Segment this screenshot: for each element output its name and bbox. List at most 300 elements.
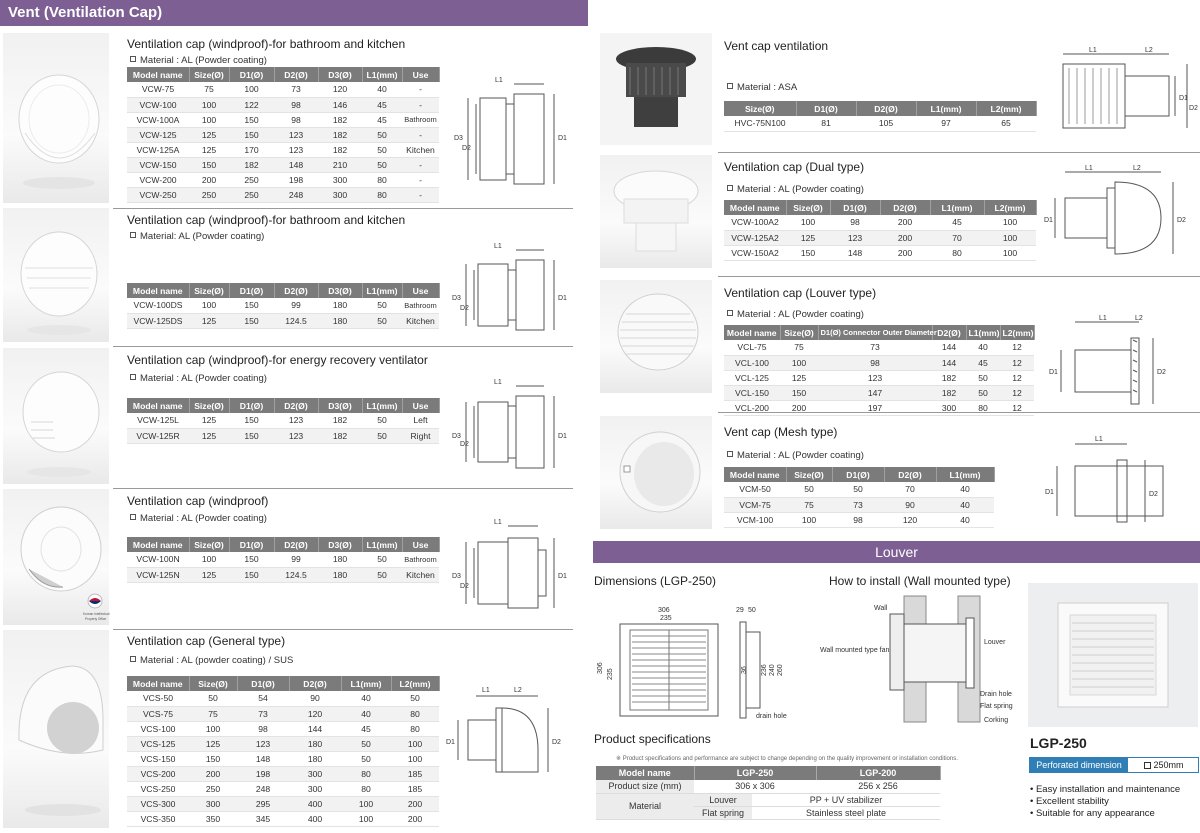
table-cell: VCW-100DS [127, 298, 189, 313]
table-cell: VCW-250 [127, 187, 189, 202]
spec-col-lgp250: LGP-250 [694, 766, 816, 780]
dual-table: Model name Size(Ø) D1(Ø) D2(Ø) L1(mm) L2(mm) VCW-100A2 100 98 200 45 100 VCW-125A2 125 123 200 70 100 VCW-150A2 150 148 200 80 100 [724, 200, 1037, 261]
table-cell: 200 [189, 766, 237, 781]
product-photo-vcs [3, 630, 109, 828]
table-row [724, 245, 1036, 260]
table-cell: VCW-150A2 [724, 245, 786, 260]
table-row [127, 157, 439, 172]
table-cell: VCW-125A2 [724, 230, 786, 245]
table-cell: 98 [237, 721, 289, 736]
table-cell: 182 [932, 370, 966, 385]
table-row [724, 497, 994, 512]
table-cell: 50 [362, 127, 402, 142]
dual-rows [724, 215, 1036, 260]
table-cell: 73 [237, 706, 289, 721]
svg-text:240: 240 [769, 664, 776, 676]
svg-text:D1: D1 [1049, 369, 1058, 376]
vcw1-title: Ventilation cap (windproof)-for bathroom and kitchen [127, 37, 406, 51]
table-cell: 75 [189, 706, 237, 721]
table-cell: Left [402, 413, 439, 428]
table-cell: 73 [274, 82, 318, 97]
spec-col-lgp200: LGP-200 [816, 766, 940, 780]
hvc-dimension-drawing [1055, 46, 1198, 146]
table-cell: 295 [237, 796, 289, 811]
col-header: Model name [127, 67, 189, 82]
kipo-label-line2: Property Office [85, 617, 107, 621]
dual-dimension-drawing [1045, 162, 1195, 274]
table-cell: 200 [880, 215, 930, 230]
table-row [724, 116, 1036, 131]
table-cell: 100 [780, 355, 818, 370]
table-cell: 100 [984, 215, 1036, 230]
table-cell: 150 [189, 751, 237, 766]
table-cell: 45 [362, 112, 402, 127]
vcw4-table: Model name Size(Ø) D1(Ø) D2(Ø) D3(Ø) L1(mm) Use VCW-100N 100 150 99 180 50 Bathroom VCW-125N 125 150 124.5 180 50 Kitchen [127, 537, 440, 583]
table-cell: 200 [780, 400, 818, 415]
perforated-dimension-badge [1029, 757, 1199, 773]
table-cell: 182 [318, 142, 362, 157]
product-spec-table: Model name LGP-250 LGP-200 Product size (mm) 306 x 306 256 x 256 Material Louver PP + UV stabilizer Flat spring Stainless steel plate [596, 766, 941, 820]
table-cell: - [402, 157, 439, 172]
svg-text:D1: D1 [1045, 489, 1054, 496]
table-cell: 90 [884, 497, 936, 512]
section-header-title: Vent (Ventilation Cap) [8, 4, 163, 21]
table-cell: 197 [818, 400, 932, 415]
table-cell: 80 [391, 721, 439, 736]
table-cell: 99 [274, 298, 318, 313]
dimensions-title: Dimensions (LGP-250) [594, 574, 717, 588]
svg-text:D1: D1 [446, 739, 455, 746]
table-cell: 80 [930, 245, 984, 260]
feature-list [1030, 784, 1180, 820]
table-cell: Right [402, 428, 439, 443]
vent-cap-image [3, 33, 109, 203]
table-cell: 45 [930, 215, 984, 230]
table-cell: 12 [1000, 370, 1034, 385]
table-header-row: Model name Size(Ø) D1(Ø) D2(Ø) D3(Ø) L1(mm) Use [127, 67, 439, 82]
vcw3-rows [127, 413, 439, 443]
hvc-title: Vent cap ventilation [724, 39, 829, 53]
table-cell: 100 [984, 245, 1036, 260]
table-cell: 170 [229, 142, 274, 157]
svg-text:D2: D2 [1189, 105, 1198, 112]
table-cell: Bathroom [402, 552, 439, 567]
svg-text:L1: L1 [494, 519, 502, 526]
install-title: How to install (Wall mounted type) [829, 574, 1011, 588]
table-cell: 45 [966, 355, 1000, 370]
table-cell: 100 [391, 736, 439, 751]
table-row [127, 552, 439, 567]
dim-d1: D1 [558, 135, 567, 142]
svg-text:D2: D2 [460, 441, 469, 448]
table-cell: VCM-50 [724, 482, 786, 497]
table-cell: 100 [189, 552, 229, 567]
svg-text:235: 235 [660, 615, 672, 622]
vent-cap-image [3, 208, 109, 342]
kipo-label-line1: Korean Intellectual [83, 612, 110, 616]
svg-text:D2: D2 [1149, 491, 1158, 498]
vent-cap-image [600, 280, 712, 393]
table-cell: VCW-100 [127, 97, 189, 112]
table-cell: 147 [818, 385, 932, 400]
table-row [127, 187, 439, 202]
table-cell: 50 [362, 413, 402, 428]
dual-title: Ventilation cap (Dual type) [724, 160, 865, 174]
vcs-rows [127, 691, 439, 826]
vent-cap-image [3, 489, 109, 625]
table-cell: - [402, 82, 439, 97]
table-cell: 50 [966, 385, 1000, 400]
svg-text:L1: L1 [1085, 165, 1093, 172]
table-cell: 182 [318, 112, 362, 127]
table-cell: 250 [189, 187, 229, 202]
lgp-dimension-drawing [594, 598, 819, 723]
table-row [724, 385, 1034, 400]
vcw1-dimension-drawing [448, 70, 573, 200]
table-cell: 144 [289, 721, 341, 736]
table-row [724, 340, 1034, 355]
svg-text:L1: L1 [482, 687, 490, 694]
svg-text:L2: L2 [1135, 315, 1143, 322]
table-cell: VCW-125N [127, 567, 189, 582]
table-cell: 198 [237, 766, 289, 781]
vcw2-dimension-drawing [448, 238, 573, 340]
table-cell: VCW-125DS [127, 313, 189, 328]
table-cell: 350 [189, 811, 237, 826]
table-cell: 125 [786, 230, 830, 245]
table-cell: 80 [341, 766, 391, 781]
table-cell: 150 [229, 567, 274, 582]
table-cell: 50 [341, 736, 391, 751]
table-cell: Kitchen [402, 142, 439, 157]
vcw1-material: Material : AL (Powder coating) [130, 55, 267, 66]
table-cell: VCL-125 [724, 370, 780, 385]
table-cell: 80 [391, 706, 439, 721]
table-cell: VCW-125A [127, 142, 189, 157]
vcw1-table [127, 67, 440, 203]
vent-cap-image [3, 630, 109, 828]
svg-text:L1: L1 [1089, 47, 1097, 54]
table-cell: 123 [274, 142, 318, 157]
table-cell: 123 [830, 230, 880, 245]
svg-text:235: 235 [607, 668, 614, 680]
table-cell: 148 [274, 157, 318, 172]
divider [718, 152, 1200, 153]
table-cell: 150 [229, 428, 274, 443]
product-photo-lgp-250 [1028, 583, 1198, 727]
table-cell: VCW-125R [127, 428, 189, 443]
table-row [724, 230, 1036, 245]
louver-section-title: Louver [875, 544, 918, 560]
mesh-title: Vent cap (Mesh type) [724, 425, 838, 439]
corking-label: Corking [984, 717, 1009, 724]
vcw2-material: Material: AL (Powder coating) [130, 231, 264, 242]
table-cell: 125 [189, 413, 229, 428]
table-cell: 100 [786, 215, 830, 230]
vcs-dimension-drawing [448, 680, 573, 795]
table-cell: 300 [289, 781, 341, 796]
table-cell: HVC-75N100 [724, 116, 796, 131]
vcs-material: Material : AL (powder coating) / SUS [130, 655, 293, 666]
table-cell: 73 [832, 497, 884, 512]
svg-text:D3: D3 [452, 433, 461, 440]
table-cell: 99 [274, 552, 318, 567]
dim-l1: L1 [495, 77, 503, 84]
table-cell: 248 [237, 781, 289, 796]
svg-text:50: 50 [748, 607, 756, 614]
vent-cap-image [600, 33, 712, 145]
table-cell: 70 [930, 230, 984, 245]
table-cell: VCM-75 [724, 497, 786, 512]
table-cell: 120 [289, 706, 341, 721]
table-cell: VCW-125 [127, 127, 189, 142]
table-cell: VCW-150 [127, 157, 189, 172]
table-cell: 125 [780, 370, 818, 385]
table-cell: VCW-75 [127, 82, 189, 97]
feature-item: • Excellent stability [1030, 796, 1109, 807]
divider [718, 276, 1200, 277]
table-cell: 180 [318, 552, 362, 567]
table-cell: 50 [362, 552, 402, 567]
table-row [127, 82, 439, 97]
table-row [724, 370, 1034, 385]
table-cell: 200 [391, 811, 439, 826]
table-cell: 250 [229, 172, 274, 187]
install-drawing [818, 596, 1018, 728]
table-cell: 80 [966, 400, 1000, 415]
table-cell: 50 [832, 482, 884, 497]
table-cell: 120 [318, 82, 362, 97]
drain-hole-label: drain hole [756, 713, 787, 720]
vcw4-dimension-drawing [448, 512, 573, 622]
table-cell: 300 [318, 172, 362, 187]
table-cell: VCM-100 [724, 512, 786, 527]
table-cell: 150 [189, 157, 229, 172]
divider [718, 412, 1200, 413]
table-cell: 300 [289, 766, 341, 781]
table-cell: 300 [318, 187, 362, 202]
perf-value: 250mm [1153, 760, 1184, 770]
table-cell: - [402, 97, 439, 112]
table-cell: 150 [229, 413, 274, 428]
table-row [127, 127, 439, 142]
dim-d3: D3 [454, 135, 463, 142]
dual-material: Material : AL (Powder coating) [727, 184, 864, 195]
table-cell: 100 [391, 751, 439, 766]
table-row [127, 112, 439, 127]
mesh-material: Material : AL (Powder coating) [727, 450, 864, 461]
table-cell: 248 [274, 187, 318, 202]
table-row [127, 428, 439, 443]
table-cell: VCW-100A2 [724, 215, 786, 230]
svg-text:36: 36 [741, 666, 748, 674]
vent-cap-image [600, 416, 712, 529]
product-photo-vcw-n [3, 489, 109, 625]
table-cell: VCW-200 [127, 172, 189, 187]
svg-text:306: 306 [658, 607, 670, 614]
vcw3-title: Ventilation cap (windproof)-for energy recovery ventilator [127, 353, 428, 367]
section-header-bar [0, 0, 588, 26]
table-cell: 148 [237, 751, 289, 766]
svg-text:D3: D3 [452, 573, 461, 580]
svg-text:L2: L2 [514, 687, 522, 694]
spec-title: Product specifications [594, 732, 711, 746]
table-cell: 125 [189, 313, 229, 328]
table-cell: 50 [189, 691, 237, 706]
divider [113, 629, 573, 630]
table-cell: 97 [916, 116, 976, 131]
hvc-rows [724, 116, 1036, 131]
table-cell: 200 [391, 796, 439, 811]
table-cell: 50 [362, 157, 402, 172]
table-cell: VCL-200 [724, 400, 780, 415]
table-cell: 125 [189, 127, 229, 142]
table-cell: Bathroom [402, 298, 439, 313]
table-row [127, 781, 439, 796]
table-cell: 73 [818, 340, 932, 355]
table-cell: 40 [362, 82, 402, 97]
table-cell: VCL-100 [724, 355, 780, 370]
hvc-table: Size(Ø) D1(Ø) D2(Ø) L1(mm) L2(mm) HVC-75N100 81 105 97 65 [724, 101, 1037, 132]
table-cell: VCS-75 [127, 706, 189, 721]
vcw3-material: Material : AL (Powder coating) [130, 373, 267, 384]
vcs-table: Model name Size(Ø) D1(Ø) D2(Ø) L1(mm) L2(mm) VCS-50 50 54 90 40 50 VCS-75 75 73 120 40 80 VCS-100 100 98 144 45 80 VCS-125 125 123 180 50 100 VCS-150 150 148 180 50 100 VCS-200 200 198 300 80 185 VCS-250 250 248 300 80 185 VCS-300 300 295 400 100 200 VCS-350 350 345 400 100 200 [127, 676, 440, 827]
table-row [127, 811, 439, 826]
table-cell: 80 [362, 187, 402, 202]
table-cell: 105 [856, 116, 916, 131]
table-cell: 182 [229, 157, 274, 172]
spec-col-model: Model name [596, 766, 694, 780]
table-cell: 150 [229, 127, 274, 142]
svg-text:D1: D1 [558, 295, 567, 302]
louvertype-material: Material : AL (Powder coating) [727, 309, 864, 320]
mesh-rows [724, 482, 994, 527]
product-photo-hvc [600, 33, 712, 145]
table-cell: 98 [832, 512, 884, 527]
feature-item: • Easy installation and maintenance [1030, 784, 1181, 795]
svg-text:D2: D2 [460, 583, 469, 590]
table-cell: VCL-150 [724, 385, 780, 400]
table-cell: 144 [932, 340, 966, 355]
table-cell: - [402, 172, 439, 187]
table-cell: 50 [341, 751, 391, 766]
table-cell: VCS-50 [127, 691, 189, 706]
table-row [724, 482, 994, 497]
louvertype-table: Model name Size(Ø) D1(Ø) Connector Outer Diameter D2(Ø) L1(mm) L2(mm) VCL-75 75 73 144 40 12 VCL-100 100 98 144 45 12 VCL-125 125 123 182 50 12 VCL-150 150 147 182 50 12 VCL-200 200 197 300 80 12 [724, 325, 1035, 416]
mesh-table: Model name Size(Ø) D1(Ø) D2(Ø) L1(mm) VCM-50 50 50 70 40 VCM-75 75 73 90 40 VCM-100 100 98 120 40 [724, 467, 995, 528]
table-cell: 182 [318, 127, 362, 142]
table-cell: 182 [318, 413, 362, 428]
table-cell: 75 [780, 340, 818, 355]
table-cell: 40 [936, 482, 994, 497]
table-cell: Bathroom [402, 112, 439, 127]
table-cell: 400 [289, 811, 341, 826]
table-cell: 125 [189, 428, 229, 443]
table-cell: 50 [786, 482, 832, 497]
table-cell: 300 [932, 400, 966, 415]
table-cell: 12 [1000, 385, 1034, 400]
table-cell: 150 [229, 313, 274, 328]
svg-text:260: 260 [777, 664, 784, 676]
wall-label: Wall [874, 605, 888, 612]
table-cell: 75 [786, 497, 832, 512]
product-photo-vcw-lr [3, 348, 109, 484]
table-cell: Kitchen [402, 567, 439, 582]
table-cell: VCW-100A [127, 112, 189, 127]
louver-image [1028, 583, 1198, 727]
table-cell: 98 [818, 355, 932, 370]
svg-text:D2: D2 [552, 739, 561, 746]
table-cell: 146 [318, 97, 362, 112]
table-row [127, 721, 439, 736]
table-row [127, 796, 439, 811]
table-cell: VCS-100 [127, 721, 189, 736]
svg-text:236: 236 [761, 664, 768, 676]
table-cell: 185 [391, 766, 439, 781]
product-photo-dual [600, 155, 712, 268]
mesh-dimension-drawing [1035, 430, 1195, 536]
vcw4-rows [127, 552, 439, 582]
table-cell: 125 [189, 736, 237, 751]
fan-label: Wall mounted type fan [820, 647, 890, 654]
vcw4-title: Ventilation cap (windproof) [127, 494, 269, 508]
divider [113, 346, 573, 347]
table-cell: 123 [274, 428, 318, 443]
vcw3-dimension-drawing [448, 374, 573, 479]
table-row [127, 706, 439, 721]
svg-text:D1: D1 [558, 573, 567, 580]
table-cell: 210 [318, 157, 362, 172]
louver-section-bar [593, 541, 1200, 563]
svg-text:D3: D3 [452, 295, 461, 302]
table-cell: 123 [818, 370, 932, 385]
table-cell: 200 [880, 230, 930, 245]
table-cell: 100 [229, 82, 274, 97]
svg-text:D1: D1 [558, 433, 567, 440]
table-cell: 98 [274, 112, 318, 127]
louvertype-title: Ventilation cap (Louver type) [724, 286, 877, 300]
product-photo-louver-type [600, 280, 712, 393]
table-cell: 182 [318, 428, 362, 443]
table-cell: 150 [780, 385, 818, 400]
louvertype-dimension-drawing [1045, 310, 1195, 412]
table-cell: 40 [936, 512, 994, 527]
spec-note: ※ Product specifications and performance are subject to change depending on the quality improvement or installation conditions. [616, 756, 958, 762]
svg-text:D2: D2 [1157, 369, 1166, 376]
table-cell: - [402, 127, 439, 142]
svg-text:D1: D1 [1179, 95, 1188, 102]
table-cell: VCW-125L [127, 413, 189, 428]
svg-text:D2: D2 [1177, 217, 1186, 224]
table-cell: 98 [274, 97, 318, 112]
table-cell: 150 [229, 112, 274, 127]
svg-text:L1: L1 [1095, 436, 1103, 443]
table-cell: 400 [289, 796, 341, 811]
table-cell: VCS-250 [127, 781, 189, 796]
svg-text:L2: L2 [1133, 165, 1141, 172]
table-cell: 75 [189, 82, 229, 97]
table-cell: 100 [189, 112, 229, 127]
table-cell: VCS-150 [127, 751, 189, 766]
table-row [127, 313, 439, 328]
table-cell: 123 [237, 736, 289, 751]
table-cell: 180 [318, 313, 362, 328]
table-cell: 250 [229, 187, 274, 202]
table-cell: 50 [362, 428, 402, 443]
table-cell: VCL-75 [724, 340, 780, 355]
table-row [127, 413, 439, 428]
table-cell: 100 [189, 298, 229, 313]
